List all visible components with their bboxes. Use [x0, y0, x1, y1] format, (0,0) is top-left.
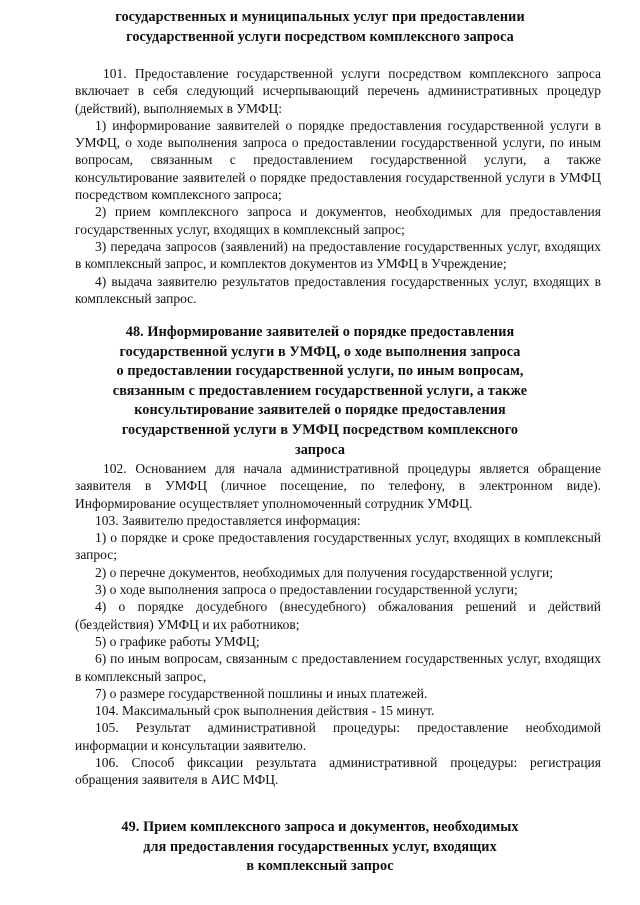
list-item-103-5: 5) о графике работы УМФЦ;	[95, 633, 260, 649]
heading-line: в комплексный запрос	[246, 858, 394, 875]
list-item-101-3: 3) передача запросов (заявлений) на предоставление государственных услуг, входящих в комплексный запрос, и комплектов документов из УМФЦ в Учреждение;	[75, 238, 601, 272]
paragraph-103: 103. Заявителю предоставляется информация:	[95, 512, 361, 528]
list-item-103-4: 4) о порядке досудебного (внесудебного) обжалования решений и действий (бездействия) УМФЦ и их работников;	[75, 599, 601, 632]
list-item-103-6: 6) по иным вопросам, связанным с предоставлением государственных услуг, входящих в комплексный запрос,	[75, 651, 601, 684]
list-item-103-7: 7) о размере государственной пошлины и иных платежей.	[95, 685, 428, 701]
paragraph-102: 102. Основанием для начала административной процедуры является обращение заявителя в УМФЦ (личное посещение, по телефону, в электронном виде). Информирование осуществляет уполномоченный сотрудник УМФЦ.	[75, 461, 601, 511]
paragraph-106: 106. Способ фиксации результата административной процедуры: регистрация обращения заявителя в АИС МФЦ.	[75, 755, 601, 788]
list-item-101-2: 2) прием комплексного запроса и документов, необходимых для предоставления государственных услуг, входящих в комплексный запрос;	[75, 204, 601, 237]
list-item-101-1: 1) информирование заявителей о порядке предоставления государственной услуги в УМФЦ, о ходе выполнения запроса о предоставлении государственной услуги, по иным вопросам, связанным с предоставлением государственной услуги, а также консультирование заявителей о порядке предоставления государственной услуги в УМФЦ посредством комплексного запроса;	[75, 117, 601, 203]
section-49-heading	[100, 818, 540, 877]
heading-line: о предоставлении государственной услуги, по иным вопросам,	[116, 363, 524, 380]
section-101-text	[75, 65, 601, 307]
top-heading-line: государственных и муниципальных услуг при предоставлении	[115, 9, 525, 25]
heading-line: 49. Прием комплексного запроса и документов, необходимых	[121, 819, 519, 835]
heading-line: 48. Информирование заявителей о порядке предоставления	[125, 324, 515, 340]
heading-line: для предоставления государственных услуг, входящих	[143, 838, 497, 855]
paragraph-105: 105. Результат административной процедуры: предоставление необходимой информации и консультации заявителю.	[75, 720, 601, 753]
top-heading	[100, 8, 540, 47]
heading-line: консультирование заявителей о порядке предоставления	[134, 402, 506, 419]
top-heading-line: государственной услуги посредством комплексного запроса	[126, 28, 514, 45]
heading-line: связанным с предоставлением государственной услуги, а также	[112, 382, 528, 399]
list-item-103-3: 3) о ходе выполнения запроса о предоставлении государственной услуги;	[95, 582, 518, 598]
heading-line: запроса	[294, 441, 346, 458]
list-item-103-2: 2) о перечне документов, необходимых для получения государственной услуги;	[95, 564, 554, 580]
heading-line: государственной услуги в УМФЦ, о ходе выполнения запроса	[119, 343, 521, 360]
section-48-heading	[100, 323, 540, 460]
paragraph-104: 104. Максимальный срок выполнения действия - 15 минут.	[95, 703, 435, 719]
section-48-text	[75, 460, 601, 789]
list-item-103-1: 1) о порядке и сроке предоставления государственных услуг, входящих в комплексный запрос;	[75, 530, 601, 563]
heading-line: государственной услуги в УМФЦ посредством комплексного	[121, 421, 519, 438]
paragraph-101: 101. Предоставление государственной услуги посредством комплексного запроса включает в себя следующий исчерпывающий перечень административных процедур (действий), выполняемых в УМФЦ:	[75, 66, 601, 116]
list-item-101-4: 4) выдача заявителю результатов предоставления государственных услуг, входящих в комплексный запрос.	[75, 273, 601, 306]
